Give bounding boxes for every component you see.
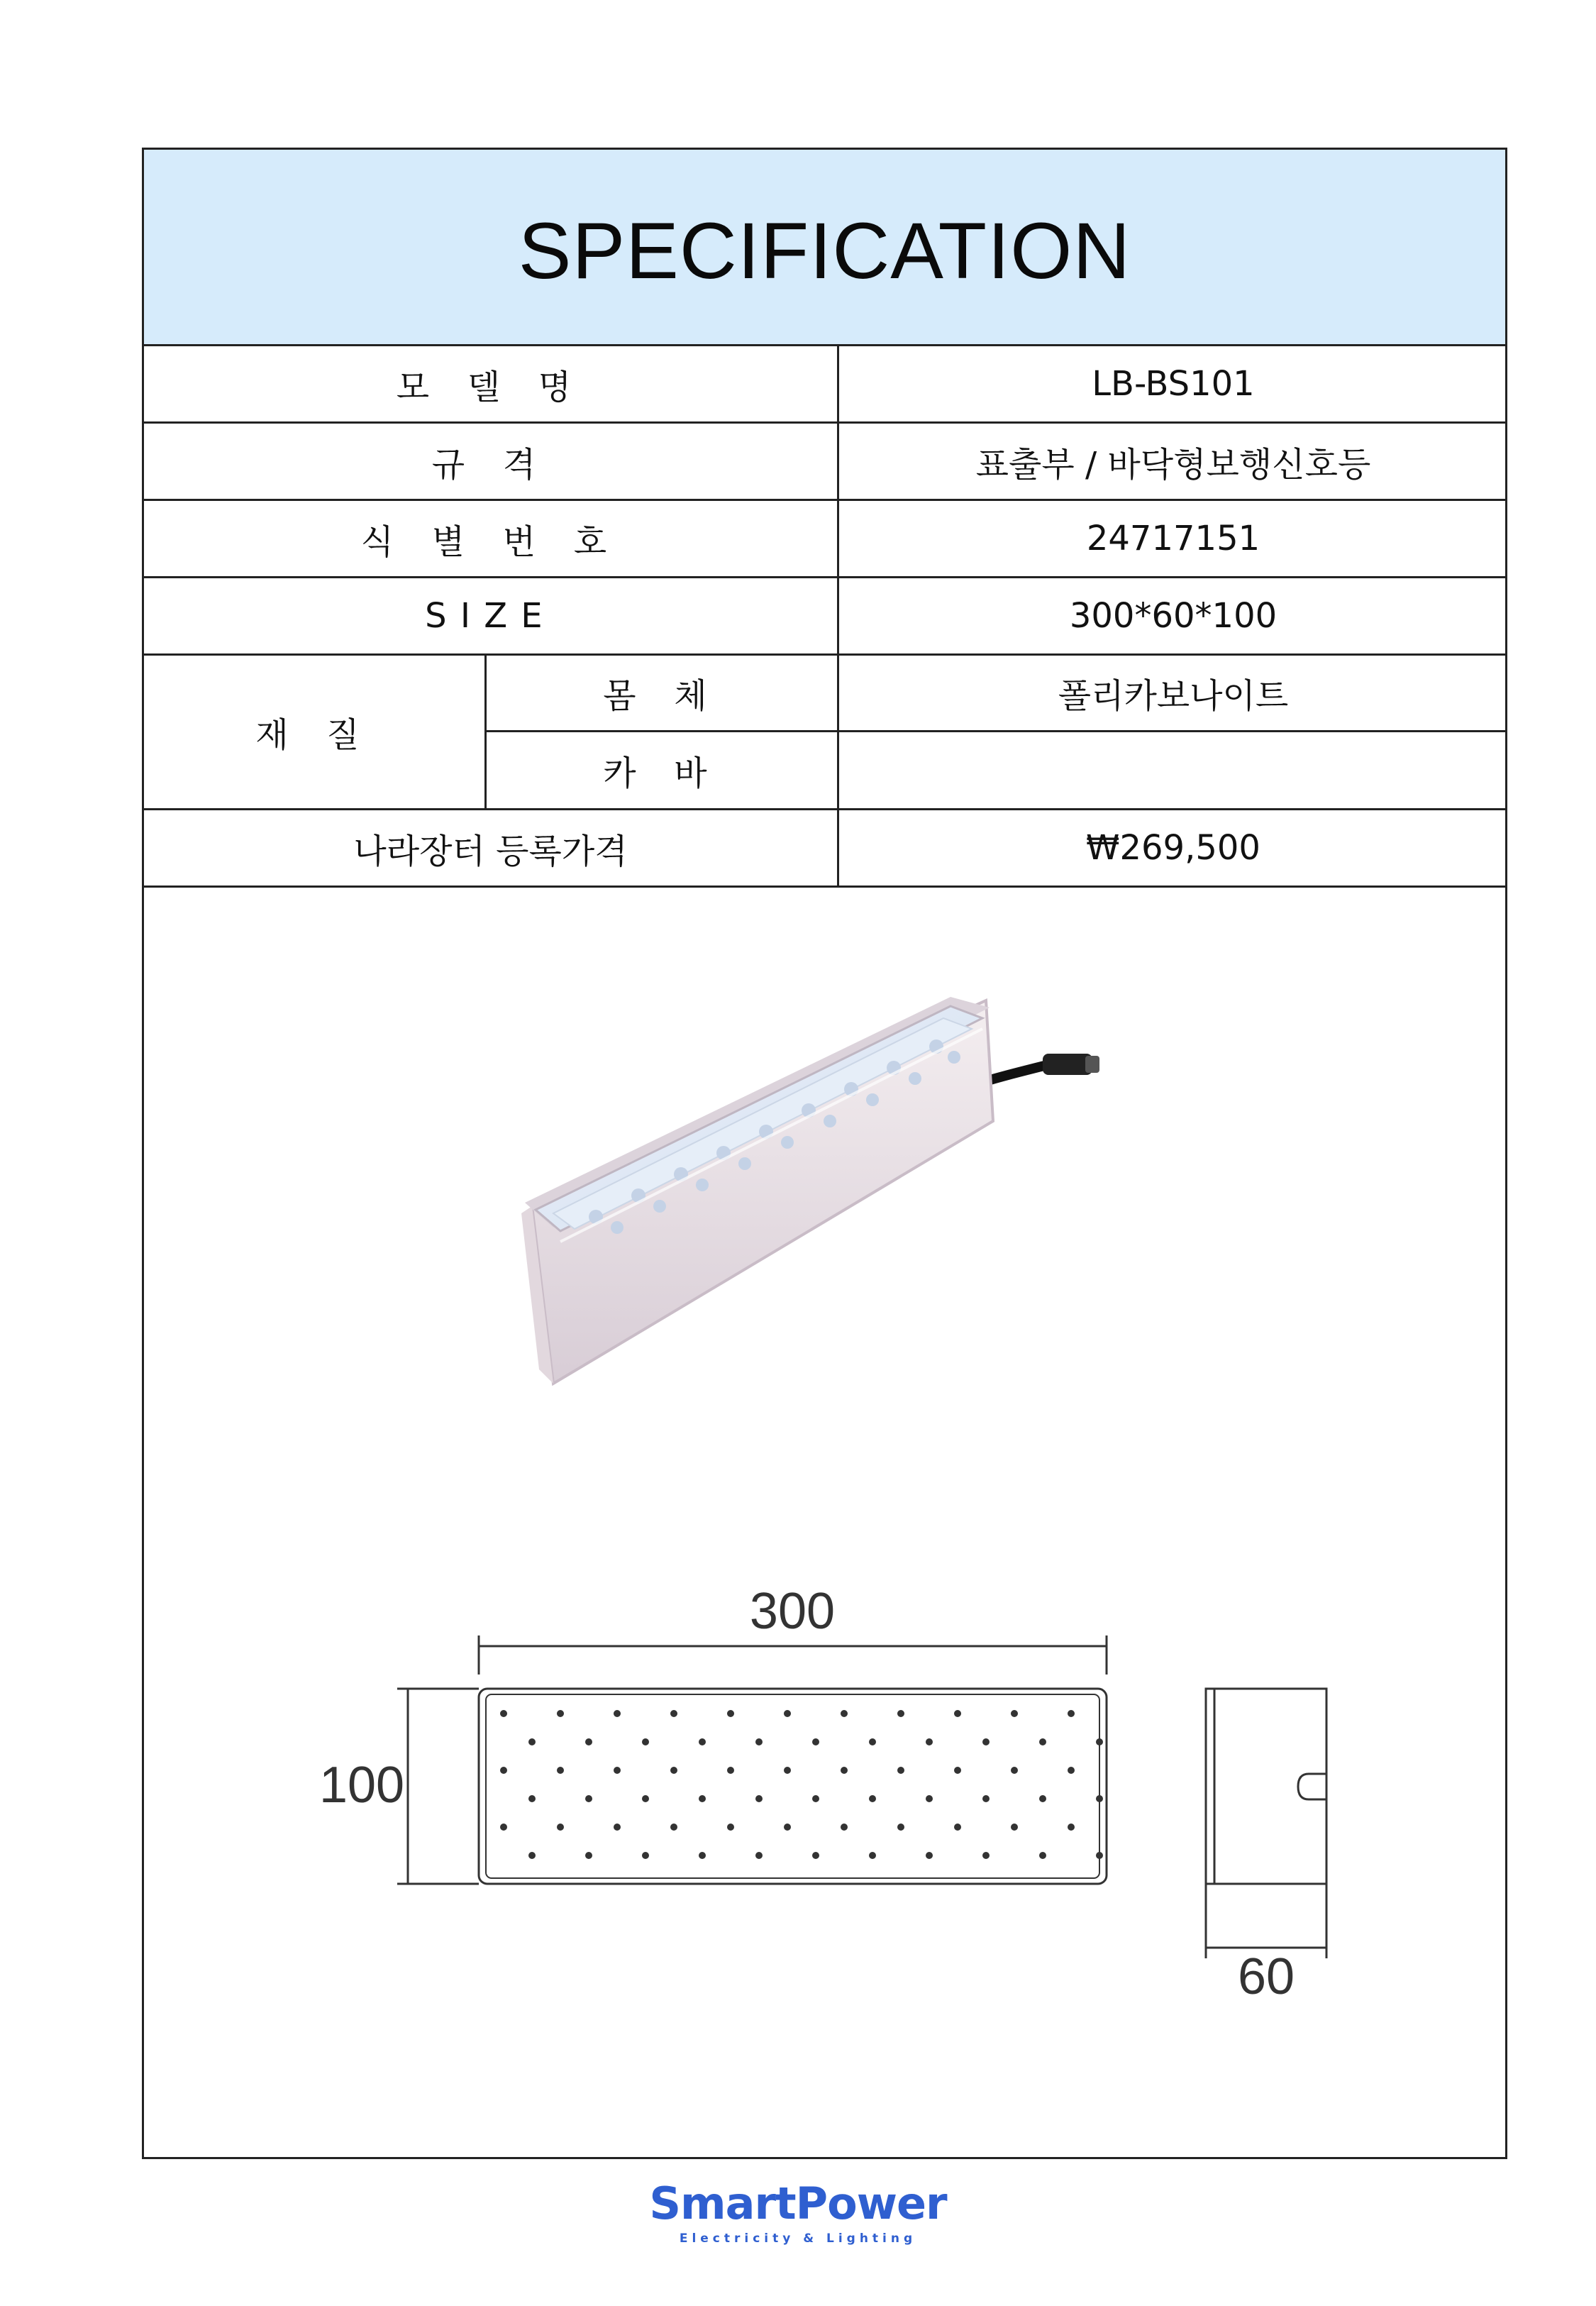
model-label: 모 델 명 — [144, 346, 839, 421]
page-title: SPECIFICATION — [518, 206, 1131, 295]
row-id — [144, 501, 1505, 578]
price-value: ₩269,500 — [1086, 828, 1260, 868]
id-value: 24717151 — [1086, 519, 1260, 558]
dimension-drawing — [319, 1561, 1383, 2001]
cover-label: 카 바 — [487, 732, 839, 809]
row-size — [144, 578, 1505, 656]
drawing-led-grid — [500, 1710, 1103, 1859]
cover-value — [839, 732, 1507, 809]
width-dimension-label: 300 — [749, 1583, 836, 1640]
brand-logo — [0, 2178, 1596, 2246]
title-row — [144, 150, 1505, 346]
brand-tagline: Electricity & Lighting — [679, 2231, 917, 2246]
brand-name: SmartPower — [649, 2178, 947, 2229]
material-label: 재 질 — [144, 656, 487, 808]
row-material — [144, 656, 1505, 810]
row-model — [144, 346, 1505, 424]
product-photo — [383, 816, 1206, 1455]
size-label: SIZE — [144, 578, 839, 653]
spec-value: 표출부 / 바닥형보행신호등 — [975, 444, 1371, 485]
row-spec — [144, 424, 1505, 501]
size-value: 300*60*100 — [1069, 596, 1278, 636]
model-value: LB-BS101 — [1092, 364, 1255, 404]
price-label: 나라장터 등록가격 — [144, 810, 839, 886]
body-label: 몸 체 — [487, 656, 839, 732]
depth-dimension-label: 60 — [1237, 1948, 1295, 2001]
height-dimension-label: 100 — [319, 1757, 405, 1814]
body-value: 폴리카보나이트 — [839, 656, 1507, 732]
id-label: 식 별 번 호 — [144, 501, 839, 576]
spec-label: 규 격 — [144, 424, 839, 499]
